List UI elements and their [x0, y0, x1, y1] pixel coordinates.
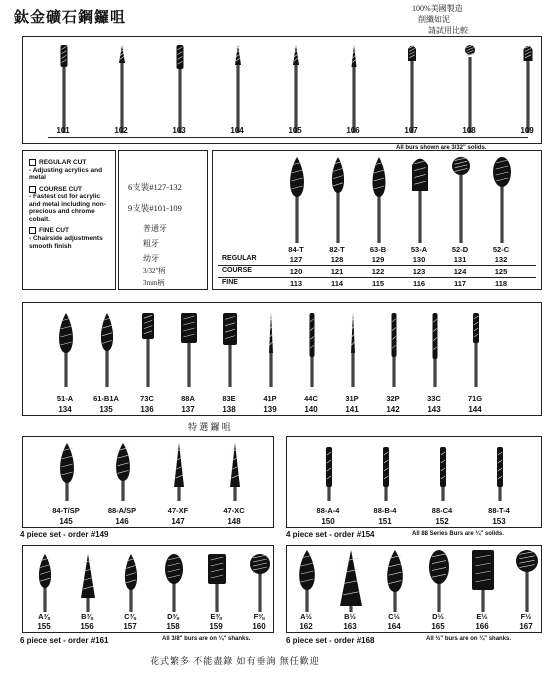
set168-num-3: 165	[431, 622, 445, 631]
set149-code-3: 47-XC	[223, 506, 245, 515]
bur-88-T-4	[497, 447, 503, 501]
bur-88-A-SP	[116, 443, 130, 501]
set161-num-1: 156	[80, 622, 94, 631]
special-code-6: 44C	[304, 394, 318, 403]
set168-code-1: B½	[344, 612, 356, 621]
bur-D½	[429, 550, 449, 612]
special-code-0: 51-A	[56, 394, 74, 403]
bur-103	[177, 45, 184, 133]
special-num-8: 142	[386, 405, 400, 414]
bur-101	[61, 45, 68, 133]
section1-caption: All burs shown are 3/32" solids.	[396, 145, 487, 151]
cut-cell-course-2: 122	[371, 267, 385, 276]
bur-label-101-set-6: 107	[404, 126, 418, 135]
cut-table-code-3: 53-A	[410, 245, 428, 254]
set154-num-3: 153	[492, 517, 506, 526]
section3-caption: 特 選 鑼 咀	[188, 422, 231, 432]
special-code-5: 41P	[263, 394, 277, 403]
bur-63-B	[373, 157, 386, 243]
bur-label-101-set-3: 104	[230, 126, 244, 135]
bur-F⅜	[250, 554, 270, 612]
set149-num-0: 145	[59, 517, 73, 526]
set-154-caption: 4 piece set - order #154	[286, 530, 375, 539]
regular-cut-desc: - Adjusting acrylics and metal	[29, 166, 103, 182]
bur-44C	[310, 313, 315, 387]
bur-31P	[351, 313, 355, 387]
cut-cell-fine-4: 117	[453, 279, 467, 288]
bur-A⅜	[39, 554, 51, 612]
cut-cell-course-1: 121	[330, 267, 344, 276]
cut-table-code-2: 63-B	[369, 245, 387, 254]
cut-cell-regular-2: 129	[371, 255, 385, 264]
set154-code-3: 88-T-4	[488, 506, 510, 515]
note-6-pack: 6支裝#127-132	[128, 182, 182, 192]
bur-41P	[269, 313, 273, 387]
section1-rule	[48, 137, 528, 138]
set161-code-5: F⅜	[253, 612, 265, 621]
set154-num-0: 150	[321, 517, 335, 526]
bur-E⅜	[208, 554, 226, 612]
set-168-caption: 6 piece set - order #168	[286, 636, 375, 645]
cut-cell-fine-3: 116	[412, 279, 426, 288]
cut-cell-fine-2: 115	[371, 279, 385, 288]
special-code-2: 73C	[140, 394, 154, 403]
cut-legend	[22, 150, 116, 290]
set149-code-0: 84-T/SP	[52, 506, 80, 515]
special-num-3: 137	[181, 405, 195, 414]
bur-73C	[142, 313, 154, 387]
set161-num-0: 155	[37, 622, 51, 631]
cut-row-rule-2	[218, 289, 536, 290]
bur-B⅜	[81, 554, 95, 612]
set161-code-0: A⅜	[38, 612, 50, 621]
special-num-4: 138	[222, 405, 236, 414]
fine-cut-box	[29, 227, 36, 234]
set154-code-1: 88-B-4	[373, 506, 397, 515]
cut-cell-fine-0: 113	[289, 279, 303, 288]
bur-88-A-4	[326, 447, 332, 501]
bur-label-101-set-1: 102	[114, 126, 128, 135]
bur-83E	[223, 313, 237, 387]
bur-108	[465, 45, 475, 133]
set149-num-3: 148	[227, 517, 241, 526]
section-set-168	[286, 545, 542, 633]
header-note-3: 請試用比較	[428, 26, 468, 35]
bur-47-XC	[230, 443, 240, 501]
cut-cell-regular-1: 128	[330, 255, 344, 264]
cut-row-rule-1	[218, 277, 536, 278]
course-cut-title: COURSE CUT	[39, 185, 82, 193]
bur-82-T	[332, 157, 344, 243]
bur-label-101-set-0: 101	[56, 126, 70, 135]
set154-num-2: 152	[435, 517, 449, 526]
bur-B½	[340, 550, 362, 612]
set161-num-5: 160	[252, 622, 266, 631]
bur-102	[119, 45, 125, 133]
set168-code-0: A½	[300, 612, 312, 621]
bur-F½	[516, 550, 538, 612]
cut-cell-fine-1: 114	[330, 279, 344, 288]
bur-label-101-set-8: 109	[520, 126, 534, 135]
cut-cell-fine-5: 118	[494, 279, 508, 288]
chinese-notes-box	[118, 150, 208, 290]
note-coarse: 粗牙	[143, 239, 159, 248]
bur-53-A	[412, 159, 428, 243]
bur-104	[235, 45, 241, 133]
set161-num-4: 159	[209, 622, 223, 631]
cut-table-code-0: 84-T	[288, 245, 304, 254]
special-code-7: 31P	[345, 394, 359, 403]
set168-num-2: 164	[387, 622, 401, 631]
set161-code-2: C⅜	[124, 612, 136, 621]
special-code-4: 83E	[222, 394, 236, 403]
set-161-note: All 3/8" burs are on ¼" shanks.	[162, 636, 251, 642]
bur-88-C4	[440, 447, 446, 501]
bur-52-C	[493, 157, 511, 243]
bur-E½	[472, 550, 494, 612]
cut-cell-course-3: 123	[412, 267, 426, 276]
page-title: 鈦金礦石鋼鑼咀	[14, 10, 127, 26]
special-num-10: 144	[468, 405, 482, 414]
set161-num-3: 158	[166, 622, 180, 631]
note-shank-3mm: 3mm柄	[143, 279, 165, 287]
bur-88A	[181, 313, 197, 387]
set149-num-2: 147	[171, 517, 185, 526]
fine-cut-title: FINE CUT	[39, 227, 69, 235]
set149-num-1: 146	[115, 517, 129, 526]
special-num-7: 141	[345, 405, 359, 414]
regular-cut-title: REGULAR CUT	[39, 159, 87, 167]
bur-109	[524, 45, 533, 133]
special-code-1: 61-B1A	[93, 394, 119, 403]
cut-row-label-course: COURSE	[222, 267, 252, 274]
bur-A½	[299, 550, 315, 612]
course-cut-desc: - Fastest cut for acrylic and metal including non-precious and chrome cobalt.	[29, 193, 106, 223]
cut-cell-regular-3: 130	[412, 255, 426, 264]
special-num-1: 135	[99, 405, 113, 414]
note-9-pack: 9支裝#101-109	[128, 203, 182, 213]
set168-code-3: D½	[432, 612, 444, 621]
special-num-6: 140	[304, 405, 318, 414]
bur-label-101-set-4: 105	[288, 126, 302, 135]
special-num-9: 143	[427, 405, 441, 414]
bur-label-101-set-7: 108	[462, 126, 476, 135]
cut-table-code-1: 82-T	[329, 245, 345, 254]
set161-num-2: 157	[123, 622, 137, 631]
bur-47-XF	[174, 443, 184, 501]
bur-84-T-SP	[60, 443, 74, 501]
cut-cell-course-5: 125	[494, 267, 508, 276]
cut-cell-course-4: 124	[453, 267, 467, 276]
cut-cell-regular-0: 127	[289, 255, 303, 264]
header-note-1: 100%美國製造	[412, 4, 463, 13]
course-cut-box	[29, 186, 36, 193]
cut-table-code-4: 52-D	[451, 245, 469, 254]
bur-C½	[387, 550, 403, 612]
regular-cut-box	[29, 159, 36, 166]
set154-code-2: 88-C4	[431, 506, 453, 515]
bur-33C	[433, 313, 438, 387]
special-num-2: 136	[140, 405, 154, 414]
set161-code-3: D⅜	[167, 612, 179, 621]
special-num-5: 139	[263, 405, 277, 414]
set-168-note: All ½" burs are on ¼" shanks.	[426, 636, 512, 642]
bur-row-168	[287, 546, 543, 634]
set168-code-2: C½	[388, 612, 400, 621]
set168-num-0: 162	[299, 622, 313, 631]
footer-note: 花式繁多 不能盡錄 如有垂詢 無任歡迎	[150, 656, 320, 666]
cut-table-code-5: 52-C	[492, 245, 510, 254]
special-code-8: 32P	[386, 394, 400, 403]
bur-52-D	[452, 157, 470, 243]
set149-code-1: 88-A/SP	[107, 506, 137, 515]
special-num-0: 134	[58, 405, 72, 414]
special-code-3: 88A	[181, 394, 195, 403]
bur-label-101-set-2: 103	[172, 126, 186, 135]
set-149-caption: 4 piece set - order #149	[20, 530, 109, 539]
special-code-10: 71G	[467, 394, 483, 403]
set154-code-0: 88-A-4	[316, 506, 340, 515]
set161-code-4: E⅜	[210, 612, 222, 621]
set-154-note: All 88 Series Burs are ¼" solids.	[412, 531, 504, 537]
note-regular: 普通牙	[143, 224, 167, 233]
set149-code-2: 47-XF	[167, 506, 189, 515]
set168-num-4: 166	[475, 622, 489, 631]
bur-row-154	[287, 437, 543, 529]
bur-C⅜	[125, 554, 137, 612]
cut-row-label-regular: REGULAR	[222, 255, 257, 262]
bur-51-A	[59, 313, 73, 387]
bur-71G	[473, 313, 479, 387]
bur-61-B1A	[101, 313, 113, 387]
bur-D⅜	[165, 554, 183, 612]
bur-106	[352, 45, 357, 133]
bur-32P	[392, 313, 397, 387]
cut-row-rule-0	[218, 265, 536, 266]
cut-cell-regular-4: 131	[453, 255, 467, 264]
header-note-2: 削纖如泥	[418, 15, 450, 24]
special-code-9: 33C	[427, 394, 441, 403]
set168-num-5: 167	[519, 622, 533, 631]
note-fine: 幼牙	[143, 254, 159, 263]
bur-label-101-set-5: 106	[346, 126, 360, 135]
set168-code-4: E½	[476, 612, 488, 621]
cut-cell-course-0: 120	[289, 267, 303, 276]
bur-84-T	[290, 157, 304, 243]
cut-cell-regular-5: 132	[494, 255, 508, 264]
bur-105	[293, 45, 299, 133]
set-161-caption: 6 piece set - order #161	[20, 636, 109, 645]
cut-row-label-fine: FINE	[222, 279, 238, 286]
set168-code-5: F½	[520, 612, 532, 621]
set161-code-1: B⅜	[81, 612, 93, 621]
set168-num-1: 163	[343, 622, 357, 631]
set154-num-1: 151	[378, 517, 392, 526]
note-shank-332: 3/32"柄	[143, 267, 166, 275]
fine-cut-desc: - Chairside adjustments smooth finish	[29, 235, 103, 250]
bur-88-B-4	[383, 447, 389, 501]
bur-107	[408, 45, 416, 133]
bur-row-149	[23, 437, 275, 529]
